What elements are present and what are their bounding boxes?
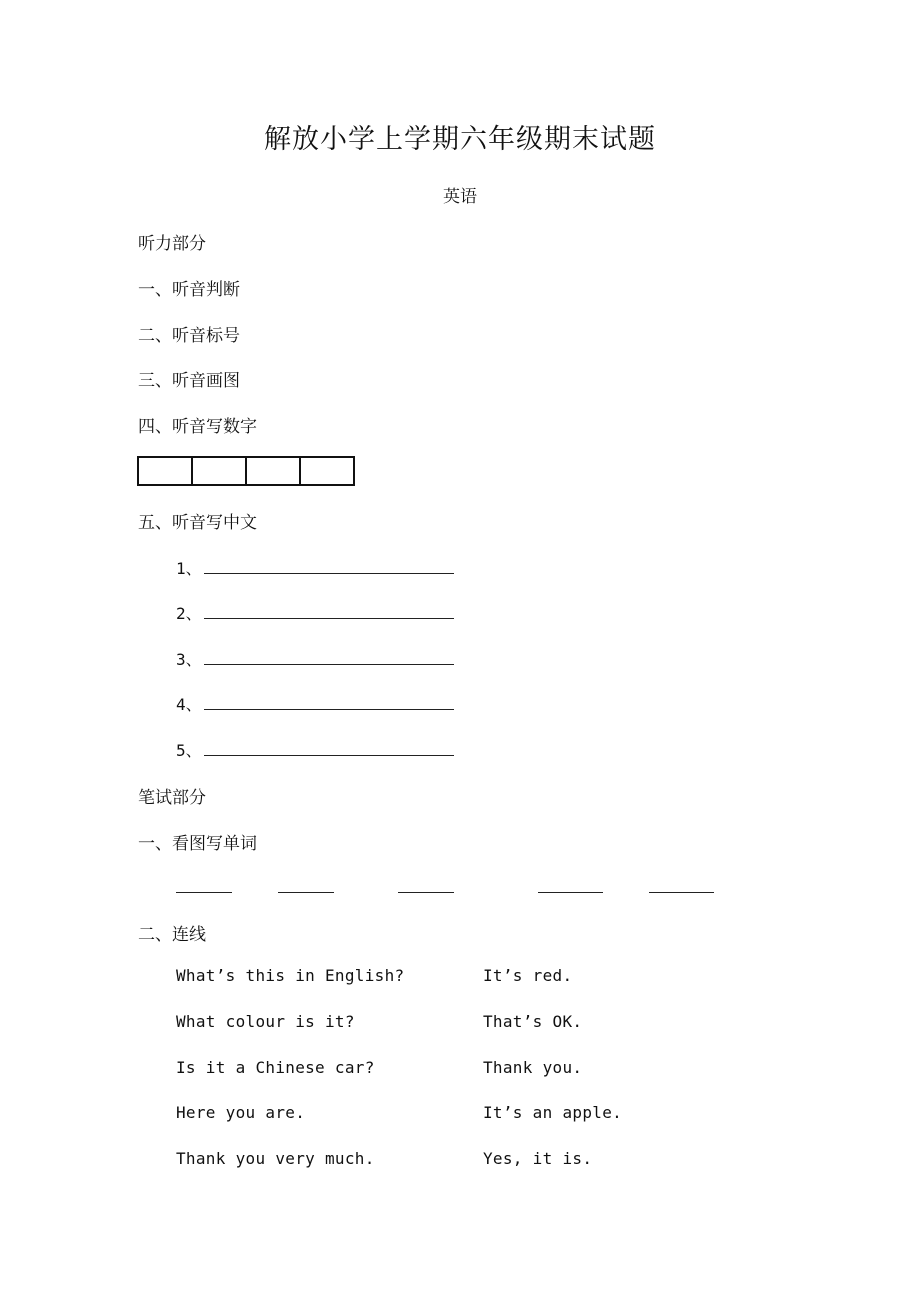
answer-line-number: 2、 — [176, 604, 202, 623]
page-subtitle: 英语 — [443, 187, 477, 207]
page-title: 解放小学上学期六年级期末试题 — [264, 124, 656, 155]
word-blank[interactable] — [649, 892, 714, 893]
answer-line — [176, 556, 454, 579]
match-left-item[interactable]: Here you are. — [176, 1103, 306, 1122]
section-listen-write-chinese: 五、听音写中文 — [138, 513, 257, 533]
answer-line-number: 3、 — [176, 650, 202, 669]
word-blank[interactable] — [538, 892, 603, 893]
answer-box[interactable] — [137, 456, 193, 486]
answer-blank[interactable] — [204, 693, 454, 710]
match-left-item[interactable]: Thank you very much. — [176, 1149, 375, 1168]
word-blank[interactable] — [398, 892, 454, 893]
listening-heading: 听力部分 — [138, 234, 206, 254]
answer-box[interactable] — [191, 456, 247, 486]
answer-line-number: 4、 — [176, 695, 202, 714]
match-right-item[interactable]: Yes, it is. — [483, 1149, 593, 1168]
written-heading: 笔试部分 — [138, 788, 206, 808]
answer-line-number: 5、 — [176, 741, 202, 760]
word-blank[interactable] — [176, 892, 232, 893]
number-answer-boxes — [137, 456, 355, 486]
answer-line — [176, 738, 454, 761]
answer-blank[interactable] — [204, 602, 454, 619]
answer-blank[interactable] — [204, 557, 454, 574]
word-blank[interactable] — [278, 892, 334, 893]
match-right-item[interactable]: That’s OK. — [483, 1012, 583, 1031]
answer-line — [176, 601, 454, 624]
answer-line — [176, 647, 454, 670]
answer-line-number: 1、 — [176, 559, 202, 578]
answer-blank[interactable] — [204, 739, 454, 756]
section-picture-words: 一、看图写单词 — [138, 834, 257, 854]
answer-box[interactable] — [245, 456, 301, 486]
match-right-item[interactable]: Thank you. — [483, 1058, 583, 1077]
match-left-item[interactable]: What’s this in English? — [176, 966, 405, 985]
match-right-item[interactable]: It’s an apple. — [483, 1103, 623, 1122]
match-left-item[interactable]: What colour is it? — [176, 1012, 355, 1031]
section-listen-number: 二、听音标号 — [138, 326, 240, 346]
section-listen-draw: 三、听音画图 — [138, 371, 240, 391]
answer-line — [176, 692, 454, 715]
match-right-item[interactable]: It’s red. — [483, 966, 573, 985]
answer-blank[interactable] — [204, 648, 454, 665]
section-listen-write-numbers: 四、听音写数字 — [138, 417, 257, 437]
answer-box[interactable] — [299, 456, 355, 486]
section-matching: 二、连线 — [138, 925, 206, 945]
section-listen-judge: 一、听音判断 — [138, 280, 240, 300]
match-left-item[interactable]: Is it a Chinese car? — [176, 1058, 375, 1077]
